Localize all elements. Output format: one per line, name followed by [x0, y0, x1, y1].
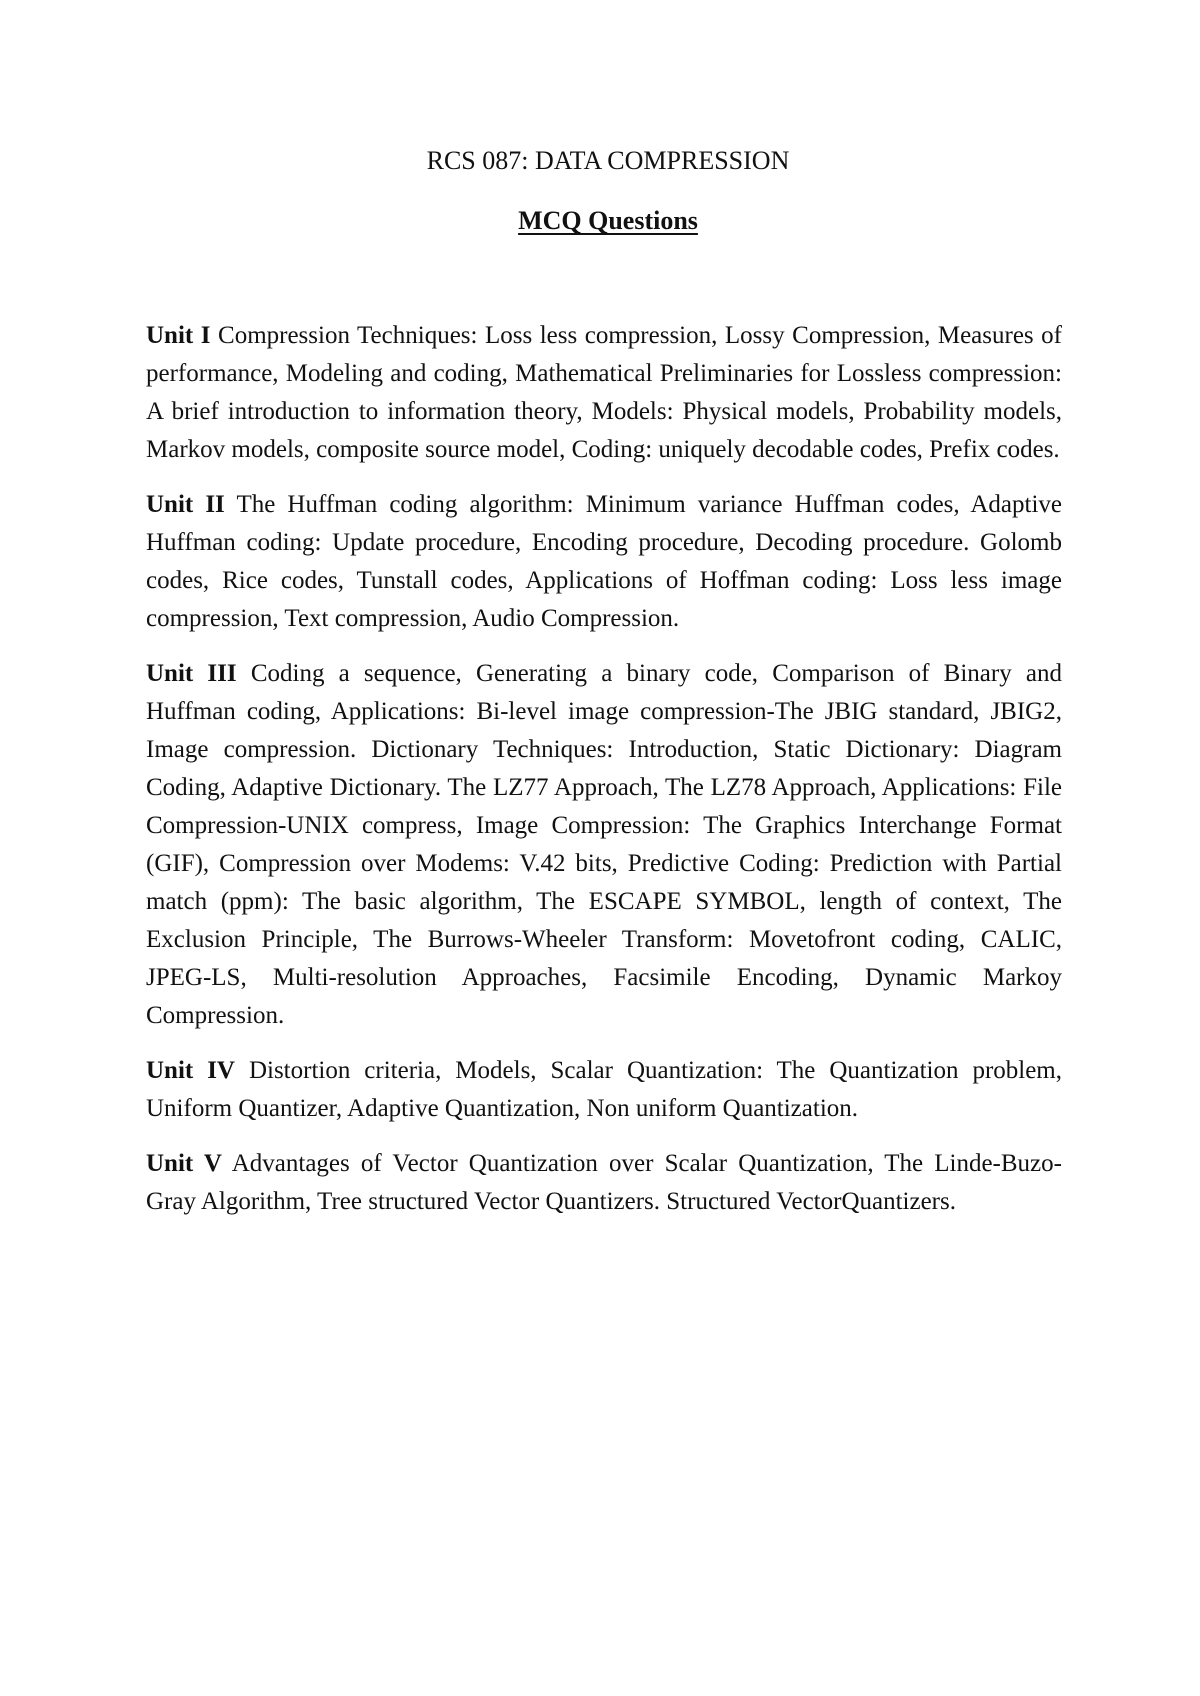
- unit-4-label: Unit IV: [146, 1057, 235, 1084]
- unit-5-paragraph: [146, 1145, 1062, 1221]
- unit-5-text: Advantages of Vector Quantization over Scalar Quantization, The Linde-Buzo-Gray Algorithm, Tree structured Vector Quantizers. Structured VectorQuantizers.: [146, 1150, 1062, 1215]
- unit-3-text: Coding a sequence, Generating a binary code, Comparison of Binary and Huffman coding, Applications: Bi-level image compression-The JBIG standard, JBIG2, Image compression. Dictionary Techniques: Introduction, Static Dictionary: Diagram Coding, Adaptive Dictionary. The LZ77 Approach, The LZ78 Approach, Applications: File Compression-UNIX compress, Image Compression: The Graphics Interchange Format (GIF), Compression over Modems: V.42 bits, Predictive Coding: Prediction with Partial match (ppm): The basic algorithm, The ESCAPE SYMBOL, length of context, The Exclusion Principle, The Burrows-Wheeler Transform: Movetofront coding, CALIC, JPEG-LS, Multi-resolution Approaches, Facsimile Encoding, Dynamic Markoy Compression.: [146, 660, 1063, 1029]
- unit-2-text: The Huffman coding algorithm: Minimum variance Huffman codes, Adaptive Huffman coding: Update procedure, Encoding procedure, Decoding procedure. Golomb codes, Rice codes, Tunstall codes, Applications of Hoffman coding: Loss less image compression, Text compression, Audio Compression.: [146, 491, 1063, 632]
- unit-2-label: Unit II: [146, 491, 225, 518]
- syllabus: [146, 317, 1062, 1238]
- unit-3-label: Unit III: [146, 660, 237, 687]
- unit-3-paragraph: [146, 655, 1062, 1035]
- unit-1-paragraph: [146, 317, 1062, 469]
- course-title: RCS 087: DATA COMPRESSION: [426, 146, 790, 175]
- unit-4-text: Distortion criteria, Models, Scalar Quantization: The Quantization problem, Uniform Quantizer, Adaptive Quantization, Non uniform Quantization.: [146, 1057, 1063, 1122]
- unit-1-label: Unit I: [146, 322, 211, 349]
- unit-1-text: Compression Techniques: Loss less compression, Lossy Compression, Measures of performance, Modeling and coding, Mathematical Preliminaries for Lossless compression: A brief introduction to information theory, Models: Physical models, Probability models, Markov models, composite source model, Coding: uniquely decodable codes, Prefix codes.: [146, 322, 1063, 463]
- unit-5-label: Unit V: [146, 1150, 222, 1177]
- unit-4-paragraph: [146, 1052, 1062, 1128]
- unit-2-paragraph: [146, 486, 1062, 638]
- section-title: MCQ Questions: [518, 206, 698, 235]
